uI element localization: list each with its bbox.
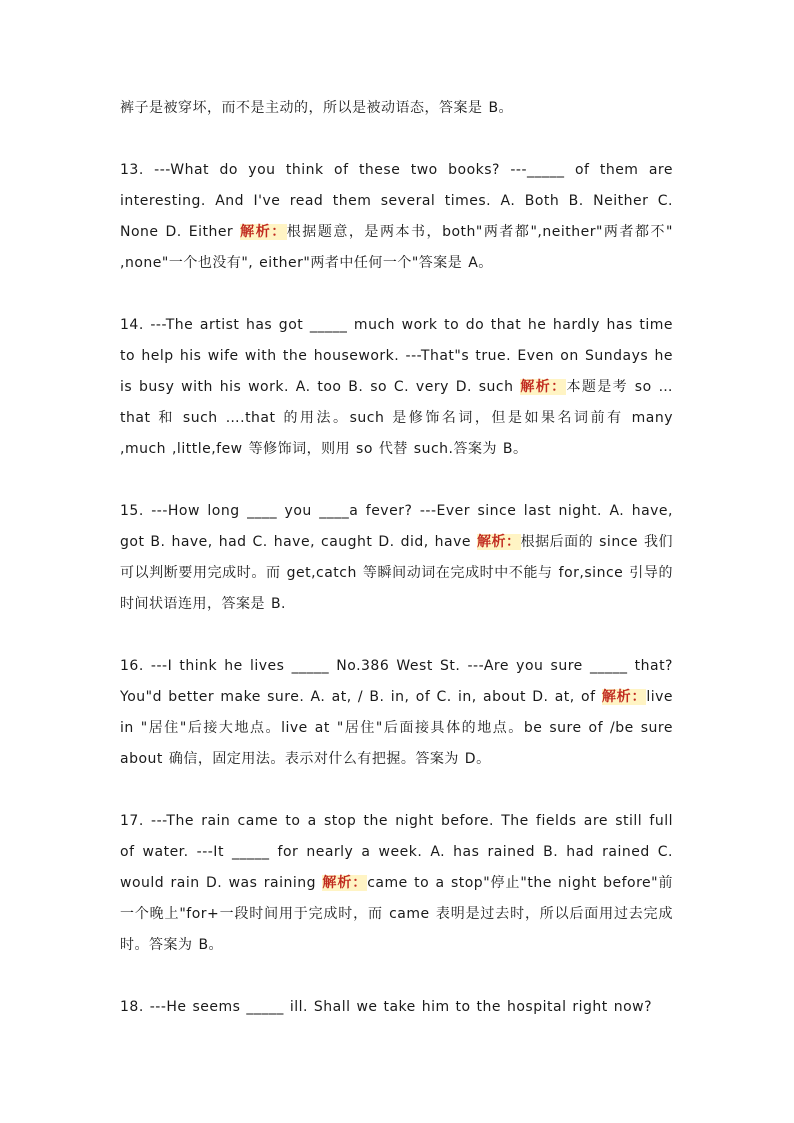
question-text: 14. ---The artist has got _____ much work to do that he hardly has time to help his wife with the housework. ---That"s true. Even on Sundays he is busy with his work. A. too B. so C. very D. such <box>120 317 673 395</box>
question-text: 15. ---How long ____ you ____a fever? ---Ever since last night. A. have, got B. have, had C. have, caught D. did, have <box>120 503 673 550</box>
document-page <box>120 93 673 1054</box>
question-14 <box>120 310 673 465</box>
question-text: 17. ---The rain came to a stop the night before. The fields are still full of water. ---It _____ for nearly a week. A. has rained B. had rained C. would rain D. was raining <box>120 813 673 891</box>
analysis-label: 解析： <box>601 689 647 705</box>
question-16 <box>120 651 673 775</box>
question-17 <box>120 806 673 961</box>
question-text: 18. ---He seems _____ ill. Shall we take him to the hospital right now? <box>120 999 653 1015</box>
analysis-text: 本题是考 so …that 和 such ….that 的用法。such 是修饰名词，但是如果名词前有 many ,much ,little,few 等修饰词，则用 so 代替 such.答案为 B。 <box>120 379 673 457</box>
answer-paragraph-12 <box>120 93 673 124</box>
analysis-label: 解析： <box>476 534 521 550</box>
question-15 <box>120 496 673 620</box>
question-13 <box>120 155 673 279</box>
analysis-text: came to a stop"停止"the night before"前一个晚上"for+一段时间用于完成时，而 came 表明是过去时，所以后面用过去完成时。答案为 B。 <box>120 875 673 953</box>
analysis-text: 根据题意，是两本书，both"两者都",neither"两者都不" ,none"一个也没有", either"两者中任何一个"答案是 A。 <box>120 224 673 271</box>
question-text: 13. ---What do you think of these two books? ---_____ of them are interesting. And I've read them several times. A. Both B. Neither C. None D. Either <box>120 162 673 240</box>
question-text: 16. ---I think he lives _____ No.386 West St. ---Are you sure _____ that? You"d better make sure. A. at, / B. in, of C. in, about D. at, of <box>120 658 673 705</box>
question-18 <box>120 992 673 1023</box>
paragraph-text: 裤子是被穿坏，而不是主动的，所以是被动语态，答案是 B。 <box>120 100 514 116</box>
analysis-text: 根据后面的 since 我们可以判断要用完成时。而 get,catch 等瞬间动词在完成时中不能与 for,since 引导的时间状语连用，答案是 B. <box>120 534 674 612</box>
analysis-text: live in "居住"后接大地点。live at "居住"后面接具体的地点。be sure of /be sure about 确信，固定用法。表示对什么有把握。答案为 D。 <box>120 689 673 767</box>
analysis-label: 解析： <box>520 379 567 395</box>
analysis-label: 解析： <box>240 224 287 240</box>
analysis-label: 解析： <box>322 875 368 891</box>
